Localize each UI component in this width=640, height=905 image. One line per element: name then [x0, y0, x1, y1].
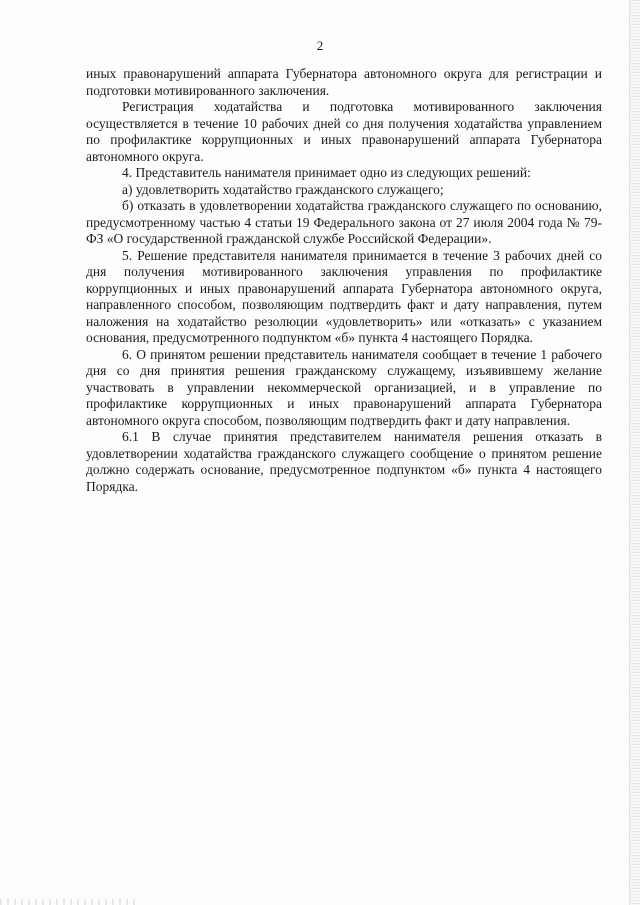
paragraph-item-4b: б) отказать в удовлетворении ходатайства гражданского служащего по основанию, предусмотренному частью 4 статьи 19 Федерального закона от 27 июля 2004 года № 79-ФЗ «О государственной гражданской службе Российской Федерации». [86, 198, 602, 246]
paragraph-item-5: 5. Решение представителя нанимателя принимается в течение 3 рабочих дней со дня получения мотивированного заключения управления по профилактике коррупционных и иных правонарушений аппарата Губернатора автономного округа, направленного способом, позволяющим подтвердить факт и дату направления, путем наложения на ходатайство резолюции «удовлетворить» или «отказать» с указанием основания, предусмотренного подпунктом «б» пункта 4 настоящего Порядка. [86, 247, 602, 345]
page-number: 2 [316, 38, 324, 53]
scan-bottom-artifact [0, 899, 140, 905]
paragraph-item-6: 6. О принятом решении представитель нанимателя сообщает в течение 1 рабочего дня со дня принятия решения гражданскому служащему, изъявившему желание участвовать в управлении некоммерческой организацией, и в управление по профилактике коррупционных и иных правонарушений аппарата Губернатора автономного округа способом, позволяющим подтвердить факт и дату направления. [86, 346, 602, 428]
paragraph-item-4: 4. Представитель нанимателя принимает одно из следующих решений: [122, 165, 531, 180]
paragraph-item-4a: а) удовлетворить ходатайство гражданского служащего; [122, 181, 444, 197]
scan-edge-artifact [629, 0, 640, 905]
paragraph-continuation: иных правонарушений аппарата Губернатора автономного округа для регистрации и подготовки мотивированного заключения. [86, 66, 602, 98]
paragraph-item-6-1: 6.1 В случае принятия представителем нанимателя решения отказать в удовлетворении ходатайства гражданского служащего сообщение о принятом решение должно содержать основание, предусмотренное подпунктом «б» пункта 4 настоящего Порядка. [86, 429, 602, 494]
paragraph-registration: Регистрация ходатайства и подготовка мотивированного заключения осуществляется в течение 10 рабочих дней со дня получения ходатайства управлением по профилактике коррупционных и иных правонарушений аппарата Губернатора автономного округа. [86, 99, 602, 164]
document-body [86, 66, 602, 495]
